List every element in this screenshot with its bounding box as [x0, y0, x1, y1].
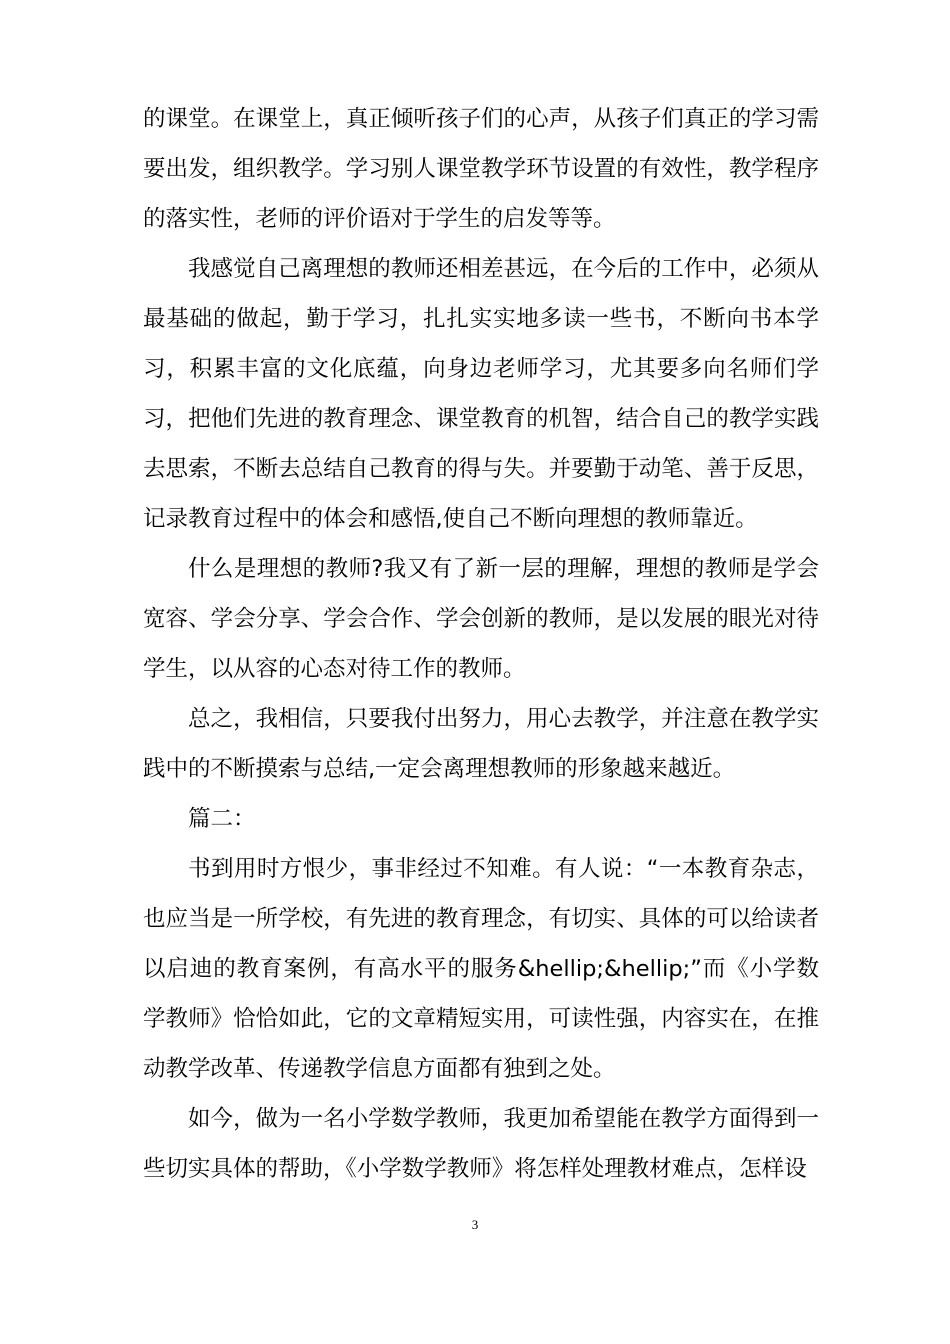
- paragraph: 书到用时方恨少，事非经过不知难。有人说：“一本教育杂志，也应当是一所学校，有先进的教育理念，有切实、具体的可以给读者以启迪的教育案例，有高水平的服务&hellip;&hellip;”而《小学数学教师》恰恰如此，它的文章精短实用，可读性强，内容实在，在推动教学改革、传递教学信息方面都有独到之处。: [143, 856, 819, 1082]
- paragraph: 如今，做为一名小学数学教师，我更加希望能在教学方面得到一些切实具体的帮助，《小学数学教师》将怎样处理教材难点，怎样设: [143, 1106, 819, 1182]
- body-text: [143, 94, 819, 1194]
- section-heading: 篇二：: [188, 806, 256, 832]
- paragraph-continuation: 的课堂。在课堂上，真正倾听孩子们的心声，从孩子们真正的学习需要出发，组织教学。学习别人课堂教学环节设置的有效性，教学程序的落实性，老师的评价语对于学生的启发等等。: [143, 106, 819, 232]
- paragraph: 总之，我相信，只要我付出努力，用心去教学，并注意在教学实践中的不断摸索与总结,一定会离理想教师的形象越来越近。: [143, 706, 819, 782]
- paragraph: 我感觉自己离理想的教师还相差甚远，在今后的工作中，必须从最基础的做起，勤于学习，扎扎实实地多读一些书，不断向书本学习，积累丰富的文化底蕴，向身边老师学习，尤其要多向名师们学习，把他们先进的教育理念、课堂教育的机智，结合自己的教学实践去思索，不断去总结自己教育的得与失。并要勤于动笔、善于反思，记录教育过程中的体会和感悟,使自己不断向理想的教师靠近。: [143, 256, 819, 532]
- paragraph: 什么是理想的教师?我又有了新一层的理解，理想的教师是学会宽容、学会分享、学会合作、学会创新的教师，是以发展的眼光对待学生，以从容的心态对待工作的教师。: [143, 556, 819, 682]
- page-number: 3: [471, 1217, 479, 1232]
